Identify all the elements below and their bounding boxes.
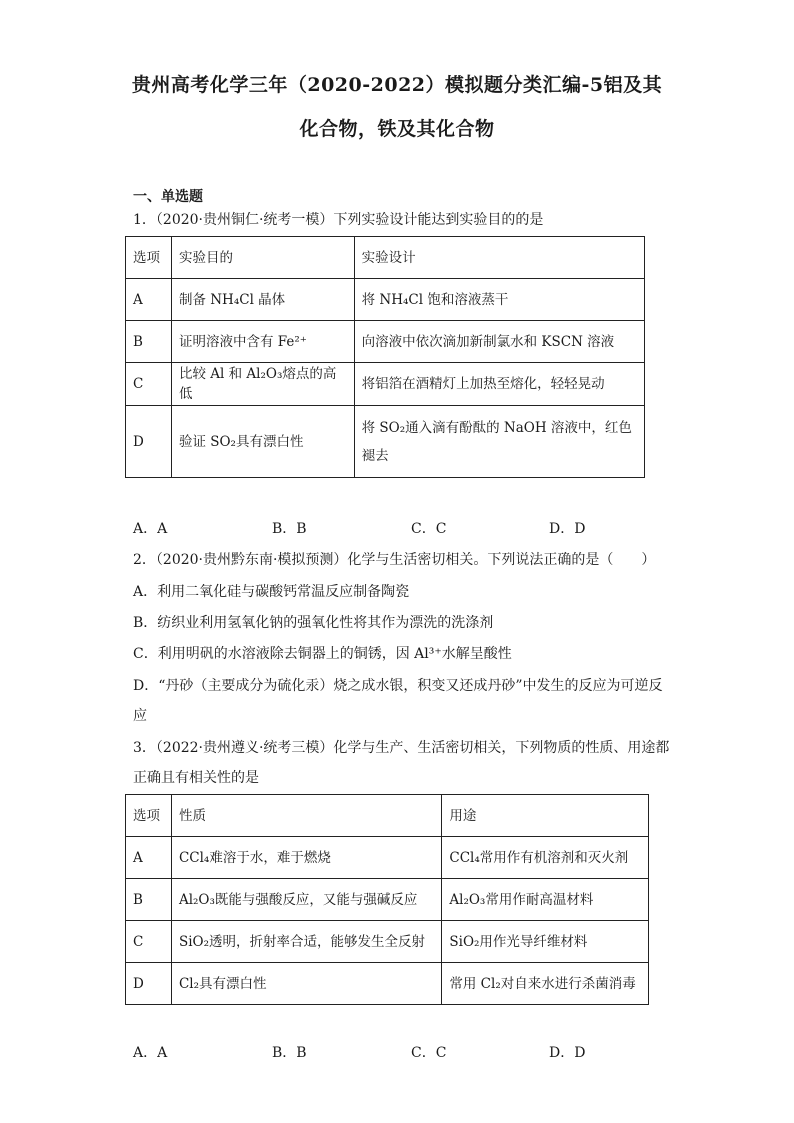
choice-c[interactable]: C．C [411,1045,447,1061]
row-design: 将 SO₂通入滴有酚酞的 NaOH 溶液中，红色褪去 [354,406,644,478]
table-row [126,406,645,478]
q3-header-option: 选项 [126,795,172,837]
row-option: A [126,837,172,879]
choice-a[interactable]: A．A [133,1045,168,1061]
q2-stem: 2．（2020·贵州黔东南·模拟预测）化学与生活密切相关。下列说法正确的是（ ） [133,552,656,568]
row-option: C [126,921,172,963]
row-use: 常用 Cl₂对自来水进行杀菌消毒 [442,963,649,1005]
choice-d[interactable]: D．D [549,1045,586,1061]
row-option: C [126,363,172,406]
q2-option-b[interactable]: B．纺织业利用氢氧化钠的强氧化性将其作为漂洗的洗涤剂 [133,615,494,631]
table-row [126,321,645,363]
row-option: B [126,879,172,921]
table-row [126,363,645,406]
table-row [126,837,649,879]
row-property: Cl₂具有漂白性 [171,963,441,1005]
q2-option-d[interactable]: D．“丹砂（主要成分为硫化汞）烧之成水银，积变又还成丹砂”中发生的反应为可逆反 [133,678,663,694]
row-goal: 比较 Al 和 Al₂O₃熔点的高低 [171,363,354,406]
row-property: SiO₂透明，折射率合适，能够发生全反射 [171,921,441,963]
q3-header-use: 用途 [442,795,649,837]
row-option: A [126,279,172,321]
row-option: D [126,406,172,478]
section-heading: 一、单选题 [133,189,203,205]
q3-table [125,794,649,1005]
q1-table [125,236,645,478]
q1-table-header [126,237,645,279]
row-design: 将铝箔在酒精灯上加热至熔化，轻轻晃动 [354,363,644,406]
row-use: CCl₄常用作有机溶剂和灭火剂 [442,837,649,879]
row-goal: 制备 NH₄Cl 晶体 [171,279,354,321]
q3-header-property: 性质 [171,795,441,837]
choice-a[interactable]: A．A [133,521,168,537]
choice-c[interactable]: C．C [411,521,447,537]
row-use: SiO₂用作光导纤维材料 [442,921,649,963]
doc-title-line2: 化合物，铁及其化合物 [299,118,495,140]
table-row [126,279,645,321]
row-goal: 验证 SO₂具有漂白性 [171,406,354,478]
q1-header-option: 选项 [126,237,172,279]
row-property: CCl₄难溶于水，难于燃烧 [171,837,441,879]
q1-header-goal: 实验目的 [171,237,354,279]
row-option: B [126,321,172,363]
row-design: 将 NH₄Cl 饱和溶液蒸干 [354,279,644,321]
row-option: D [126,963,172,1005]
choice-b[interactable]: B．B [272,521,307,537]
q2-option-a[interactable]: A．利用二氧化硅与碳酸钙常温反应制备陶瓷 [133,584,410,600]
table-row [126,879,649,921]
q3-stem-line1: 3．（2022·贵州遵义·统考三模）化学与生产、生活密切相关，下列物质的性质、用途都 [133,740,670,756]
q3-stem-line2: 正确且有相关性的是 [133,770,259,786]
q1-stem: 1．（2020·贵州铜仁·统考一模）下列实验设计能达到实验目的的是 [133,212,544,228]
row-design: 向溶液中依次滴加新制氯水和 KSCN 溶液 [354,321,644,363]
choice-b[interactable]: B．B [272,1045,307,1061]
q2-option-d-cont: 应 [133,708,147,724]
choice-d[interactable]: D．D [549,521,586,537]
q2-option-c[interactable]: C．利用明矾的水溶液除去铜器上的铜锈，因 Al³⁺水解呈酸性 [133,646,512,662]
row-use: Al₂O₃常用作耐高温材料 [442,879,649,921]
row-goal: 证明溶液中含有 Fe²⁺ [171,321,354,363]
q1-header-design: 实验设计 [354,237,644,279]
row-property: Al₂O₃既能与强酸反应，又能与强碱反应 [171,879,441,921]
doc-title-line1: 贵州高考化学三年（2020-2022）模拟题分类汇编-5铝及其 [131,74,663,96]
q3-table-header [126,795,649,837]
table-row [126,921,649,963]
table-row [126,963,649,1005]
